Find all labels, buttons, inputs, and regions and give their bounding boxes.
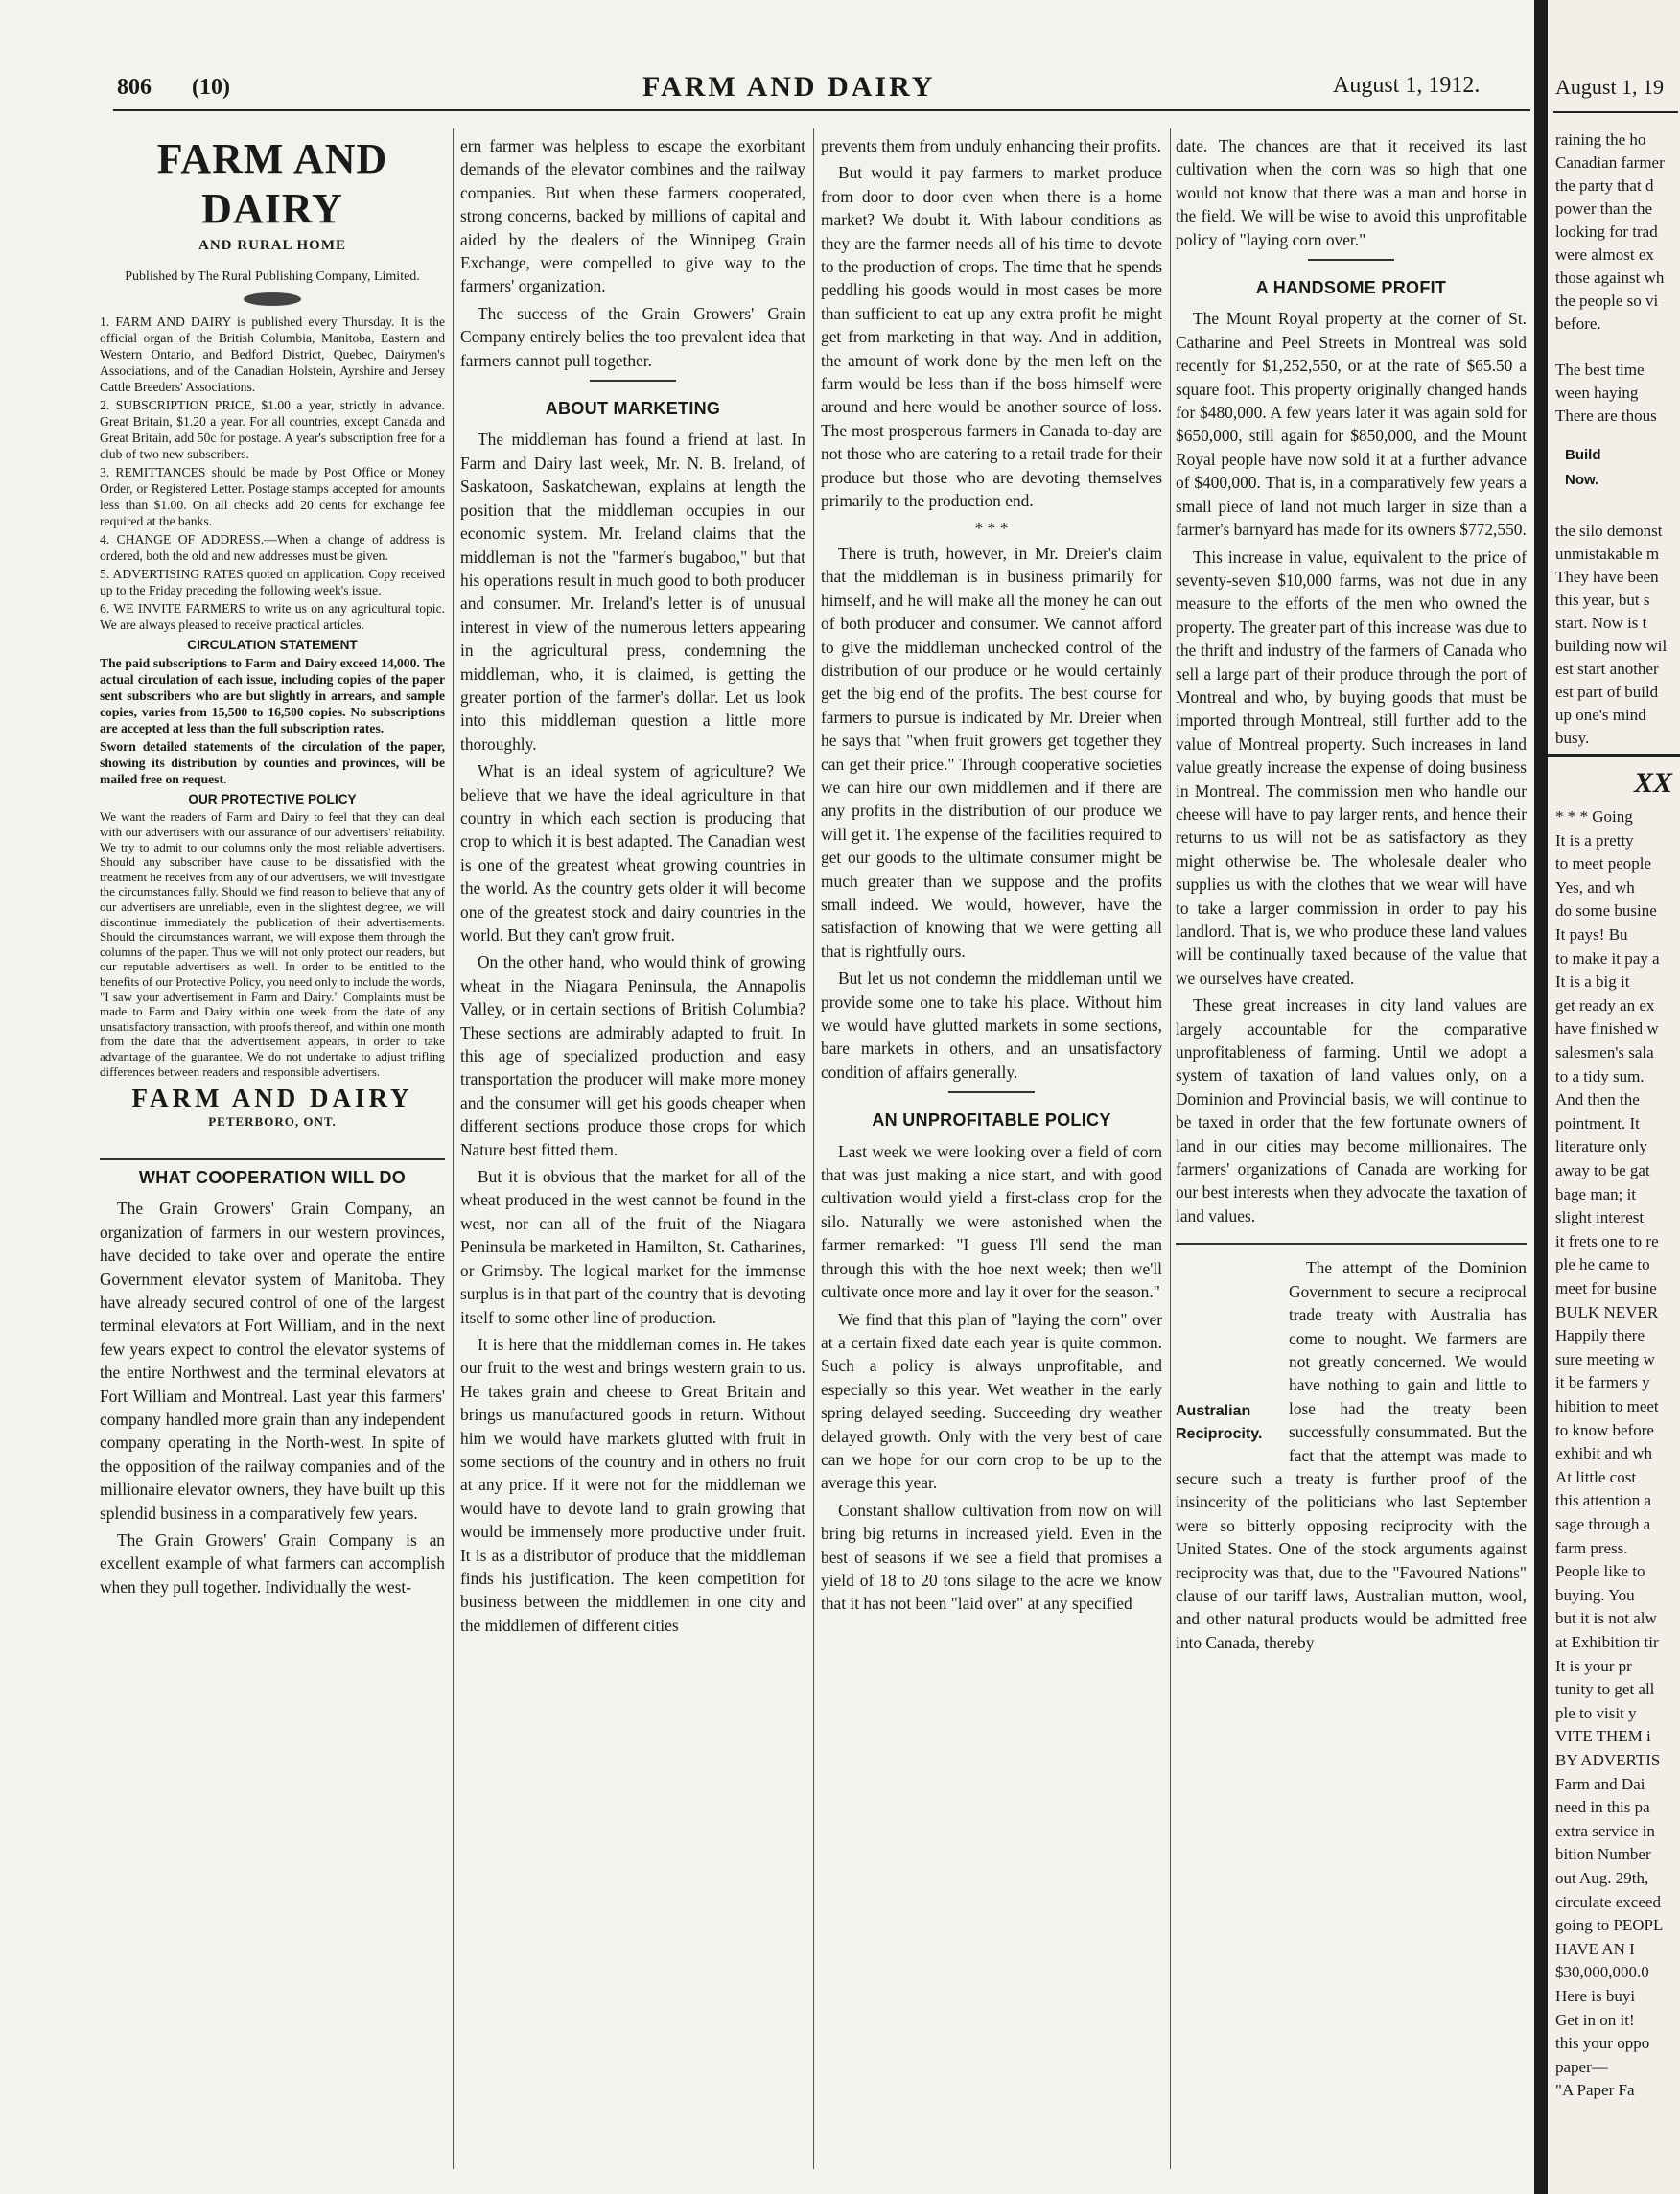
article-paragraph: What is an ideal system of agriculture? We believe that we have the ideal agriculture in that country in which each section is producing that crop to which it is best adapted. The Canadian west is one of the greatest wheat growing countries in the world. As the country gets older it will become one of the greatest stock and dairy countries in the world. But they can't grow fruit.: [460, 761, 805, 945]
notice-item: 4. CHANGE OF ADDRESS.—When a change of address is ordered, both the old and new addresses must be given.: [100, 532, 445, 564]
page-sub-number: (10): [192, 75, 230, 100]
article-paragraph: ern farmer was helpless to escape the exorbitant demands of the elevator combines and the railway companies. But when these farmers cooperated, strong concerns, backed by millions of capital and aided by the dealers of the Winnipeg Grain Exchange, were compelled to give way to the farmers' organization.: [460, 136, 805, 296]
facing-page-line: bition Number: [1555, 1845, 1651, 1864]
circulation-text-2: Sworn detailed statements of the circulation of the paper, showing its distribution by counties and provinces, will be mailed free on request.: [100, 739, 445, 787]
masthead-title: FARM AND DAIRY: [156, 135, 388, 232]
circulation-text: The paid subscriptions to Farm and Dairy exceed 14,000. The actual circulation of each issue, including copies of the paper sent subscribers who are but slightly in arrears, and sample copies, varies from 15,500 to 16,500 copies. No subscriptions are accepted at less than the full subscription rates.: [100, 656, 445, 736]
notice-item: 6. WE INVITE FARMERS to write us on any agricultural topic. We are always pleased to receive practical articles.: [100, 601, 445, 633]
protective-text: We want the readers of Farm and Dairy to feel that they can deal with our advertisers with our assurance of our advertisers' reliability. We try to admit to our columns only the most reliable advertisers. Should any subscriber have cause to be dissatisfied with the treatment he receives from any of our advertisers, we will investigate the circumstances fully. Should we find reason to believe that any of our advertisers are unreliable, even in the slightest degree, we will discontinue immediately the publication of their advertisements. Should the circumstances warrant, we will expose them through the columns of the paper. Thus we will not only protect our readers, but our reputable advertisers as well. In order to be entitled to the benefits of our Protective Policy, you need only to include the words, "I saw your advertisement in Farm and Dairy." Complaints must be made to Farm and Dairy within one week from the date of any unsatisfactory transaction, with proofs thereof, and within one month from the date that the advertisement appears, in order to take advantage of the guarantee. We do not undertake to adjust trifling differences between readers and responsible advertisers.: [100, 809, 445, 1079]
facing-page-line: this attention a: [1555, 1491, 1652, 1510]
masthead-ornament: [244, 292, 301, 306]
facing-page-line: Yes, and wh: [1555, 877, 1635, 897]
facing-page-line: were almost ex: [1555, 245, 1654, 264]
article-paragraph: Constant shallow cultivation from now on will bring big returns in increased yield. Even in the best of seasons if we see a field that promises a yield of 18 to 20 tons silage to the acre we know that it has not been "laid over" at any specified: [821, 1500, 1162, 1614]
facing-page-line: Happily there: [1555, 1326, 1645, 1345]
header-date: August 1, 1912.: [1333, 73, 1481, 98]
facing-page-line: bage man; it: [1555, 1184, 1637, 1203]
facing-page-line: The best time: [1555, 361, 1645, 379]
facing-page-edge: [1548, 0, 1680, 2194]
facing-page-date: August 1, 19: [1555, 75, 1665, 99]
facing-page-line: away to be gat: [1555, 1161, 1650, 1179]
section-stars: * * *: [974, 518, 1009, 538]
article-paragraph: But it is obvious that the market for all of the wheat produced in the west cannot be found in the west, nor can all of the fruit of the Niagara Peninsula be marketed in Hamilton, St. Catharines, or Grimsby. The logical market for the immense surplus is in that part of the country that is devoting itself to some other line of production.: [460, 1167, 805, 1327]
facing-page-line: have finished w: [1555, 1019, 1659, 1039]
facing-page-side-label: Build: [1565, 447, 1601, 463]
notice-item: 5. ADVERTISING RATES quoted on application. Copy received up to the Friday preceding the following week's issue.: [100, 567, 445, 598]
article-title-marketing: ABOUT MARKETING: [545, 399, 721, 419]
article-paragraph: It is here that the middleman comes in. He takes our fruit to the west and brings western grain to us. He takes grain and cheese to Great Britain and brings us manufactured goods in return. Without him we would have markets glutted with fruit in some sections of the country and in others no fruit at any price. If it were not for the middleman we would have to devote land to grain growing that would be immensely more productive under fruit. It is as a distributor of produce that the middleman finds his justification. The keen competition for business between the middlemen in one city and the middlemen of different cities: [460, 1334, 805, 1635]
facing-page-line: exhibit and wh: [1555, 1444, 1653, 1463]
facing-page-line: At little cost: [1555, 1467, 1637, 1486]
facing-page-line: meet for busine: [1555, 1279, 1657, 1297]
notice-item: 2. SUBSCRIPTION PRICE, $1.00 a year, strictly in advance. Great Britain, $1.20 a year. For all countries, except Canada and Great Britain, add 50c for postage. A year's subscription free for a club of two new subscribers.: [100, 398, 445, 462]
facing-page-line: tunity to get all: [1555, 1680, 1655, 1699]
section-rule: [948, 1091, 1035, 1093]
column-rule-2: [813, 128, 814, 2169]
section-rule: [1308, 259, 1394, 261]
facing-page-line: extra service in: [1555, 1821, 1655, 1840]
facing-page-line: It is a pretty: [1555, 830, 1634, 850]
page-number: 806: [117, 75, 152, 100]
article-paragraph: But would it pay farmers to market produce from door to door even when there is a home market? We doubt it. With labour conditions as they are the farmer needs all of his time to devote to the production of crops. The time that he spends peddling his goods would in most cases be more than sufficient to eat up any extra profit he might get from marketing in that way. And in addition, the amount of work done by the men left on the farm would be less than if the boss himself were around and here would be another source of loss. The most prosperous farmers in Canada to-day are not those who are catering to a retail trade for their produce but those who are devoting themselves primarily to the production end.: [821, 163, 1162, 511]
facing-page-line: sage through a: [1555, 1515, 1651, 1533]
facing-page-line: paper—: [1555, 2057, 1608, 2076]
article-paragraph: There is truth, however, in Mr. Dreier's claim that the middleman is in business primarily for himself, and he will make all the money he can out of both producer and consumer. We cannot afford to give the middleman unchecked control of the distribution of our produce or he would certainly get the big end of the profits. The best course for farmers to pursue is indicated by Mr. Dreier when he says that "when fruit growers get together they can get their price." Through cooperative societies we can hire our own middlemen and if there are any profits in the distribution of our produce we will get it. The expense of the facilities required to get our goods to the ultimate consumer might be much greater than we suppose and the profits small indeed. We would, however, have the satisfaction of knowing that we were getting all that is rightfully ours.: [821, 543, 1162, 961]
facing-page-line: the silo demonst: [1555, 522, 1663, 540]
facing-page-line: before.: [1555, 315, 1601, 333]
article-paragraph: Last week we were looking over a field of corn that was just making a nice start, and with good cultivation would yield a first-class crop for the silo. Naturally we were astonished when the farmer remarked: "I guess I'll send the man through this with the hoe next week; then we'll cultivate once more and lay it over for the season.": [821, 1141, 1162, 1302]
masthead-subtitle: AND RURAL HOME: [198, 238, 346, 253]
facing-page-line: looking for trad: [1555, 222, 1658, 241]
facing-page-line: it be farmers y: [1555, 1373, 1650, 1392]
facing-page-line: this your oppo: [1555, 2034, 1650, 2053]
facing-page-line: farm press.: [1555, 1538, 1628, 1557]
facing-page-line: BY ADVERTIS: [1555, 1751, 1661, 1769]
notice-item: 1. FARM AND DAIRY is published every Thursday. It is the official organ of the British Columbia, Manitoba, Eastern and Western Ontario, and Bedford District, Quebec, Dairymen's Associations, and of the Canadian Holstein, Ayrshire and Jersey Cattle Breeders' Associations.: [100, 315, 445, 395]
facing-page-line: to know before: [1555, 1420, 1654, 1439]
facing-page-line: est start another: [1555, 660, 1659, 678]
facing-page-line: $30,000,000.0: [1555, 1963, 1649, 1982]
article-paragraph: prevents them from unduly enhancing their profits.: [821, 136, 1161, 155]
article-paragraph: date. The chances are that it received its last cultivation when the corn was so high that one would not know that there was a man and horse in the field. We will be wise to avoid this unprofitable policy of "laying corn over.": [1176, 136, 1527, 249]
article-paragraph: This increase in value, equivalent to the price of seventy-seven $10,000 farms, was not due in any measure to the efforts of the men who owned the property. The greater part of this increase was due to the thrift and industry of the farmers of Canada who sell a large part of their produce through the port of Montreal and who, by buying goods that must be imported through Montreal, still further add to the value of Montreal property. Such increases in land value greatly increase the expense of doing business in Montreal. The commission men who handle our cheese will have to pay larger rents, and hence their returns to us will not be as satisfactory as they might otherwise be. The wholesale dealer who supplies us with the clothes that we wear will have to take a larger commission in order to pay his landlord. That is, we who produce these land values will be continually taxed because of the value that we ourselves have created.: [1176, 547, 1527, 988]
article-paragraph: We find that this plan of "laying the corn" over at a certain fixed date each year is quite common. Such a policy is always unprofitable, and especially so this year. Wet weather in the early spring delayed seeding. Succeeding dry weather delayed growth. Only with the very best of care can we hope for our corn crop to be up to the average this year.: [821, 1309, 1162, 1493]
facing-page-line: And then the: [1555, 1090, 1640, 1109]
article-paragraph: The Mount Royal property at the corner of St. Catharine and Peel Streets in Montreal was sold recently for $1,252,550, or at the rate of $65.50 a square foot. This property originally changed hands for $480,000. A few years later it was again sold for $650,000, still again for $850,000, and the Mount Royal people have now sold it at a further advance of $400,000. That is, in a comparatively few years a small piece of land not much larger in size than a farmer's barnyard has made for its owners $772,550.: [1176, 309, 1527, 540]
article-paragraph: The middleman has found a friend at last. In Farm and Dairy last week, Mr. N. B. Ireland, of Saskatoon, Saskatchewan, explains at length the position that the middleman occupies in our economic system. Mr. Ireland claims that the middleman is not the "farmer's bugaboo," but that his operations result in much good to both producer and consumer. Mr. Ireland's letter is of unusual interest in view of the numerous letters appearing in the agricultural press, condemning the middleman, who, it is claimed, is getting the greater portion of the farmer's dollar. Let us look into this middleman question a little more thoroughly.: [460, 430, 805, 754]
facing-page-line: VITE THEM i: [1555, 1727, 1651, 1746]
facing-page-line: out Aug. 29th,: [1555, 1869, 1649, 1887]
running-title: FARM AND DAIRY: [642, 71, 936, 103]
facing-page-line: There are thous: [1555, 407, 1657, 425]
header-rule: [113, 109, 1530, 111]
article-paragraph: The success of the Grain Growers' Grain Company entirely belies the too prevalent idea that farmers cannot pull together.: [460, 303, 805, 370]
masthead-footer-title: FARM AND DAIRY: [131, 1084, 413, 1113]
article-paragraph: The attempt of the Dominion Government to secure a reciprocal trade treaty with Australia has come to nought. We farmers are not greatly concerned. We would have nothing to gain and little to lose had the treaty been successfully consummated. But the fact that the attempt was made to secure such a treaty is further proof of the insincerity of the politicians who last September were so bitterly opposing reciprocity with the United States. One of the stock arguments against reciprocity was that, due to the "Favoured Nations" clause of our tariff laws, Australian mutton, wool, and other natural products would be admitted free into Canada, thereby: [1176, 1258, 1527, 1652]
facing-page-line: Get in on it!: [1555, 2010, 1635, 2029]
facing-page-line: salesmen's sala: [1555, 1043, 1654, 1062]
column-2: [460, 134, 805, 1641]
facing-page-line: literature only: [1555, 1137, 1647, 1156]
facing-page-line: slight interest: [1555, 1208, 1645, 1227]
facing-page-line: It is a big it: [1555, 972, 1630, 992]
facing-page-line: Canadian farmer: [1555, 153, 1665, 172]
facing-page-line: unmistakable m: [1555, 545, 1660, 563]
facing-page-line: Farm and Dai: [1555, 1774, 1645, 1793]
masthead-notices: [100, 314, 445, 1079]
facing-page-line: ple he came to: [1555, 1255, 1650, 1274]
facing-page-line: circulate exceed: [1555, 1892, 1661, 1911]
facing-page-line: It pays! Bu: [1555, 925, 1628, 944]
facing-page-line: but it is not alw: [1555, 1609, 1657, 1628]
facing-page-rule: [1548, 754, 1680, 757]
reciprocity-block: [1176, 1256, 1527, 1654]
article-paragraph: On the other hand, who would think of growing wheat in the Niagara Peninsula, the Annapolis Valley, or in certain sections of British Columbia? These sections are admirably adapted to fruit. In this age of specialized production and easy transportation the producer will make more money and the consumer will get his goods cheaper when different sections produce those crops for which Nature best fitted them.: [460, 952, 805, 1159]
facing-page-line: need in this pa: [1555, 1798, 1650, 1817]
facing-page-line: up one's mind: [1555, 706, 1646, 724]
article-paragraph: The Grain Growers' Grain Company is an excellent example of what farmers can accomplish when they pull together. Individually the west-: [100, 1530, 445, 1597]
facing-page-line: HAVE AN I: [1555, 1939, 1635, 1958]
facing-page-heading: XX: [1634, 767, 1673, 799]
section-rule: [590, 380, 676, 382]
facing-page-line: Here is buyi: [1555, 1987, 1636, 2005]
facing-page-line: ple to visit y: [1555, 1703, 1637, 1722]
masthead-footer-place: PETERBORO, ONT.: [208, 1113, 337, 1129]
facing-page-line: to meet people: [1555, 854, 1652, 874]
facing-page-line: It is your pr: [1555, 1656, 1632, 1675]
article-paragraph: But let us not condemn the middleman until we provide some one to take his place. Without him we would have glutted markets in some sections, bare markets in others, and an unsatisfactory condition of affairs generally.: [821, 969, 1162, 1082]
column-3: [821, 134, 1162, 1620]
circulation-heading: CIRCULATION STATEMENT: [187, 638, 358, 653]
facing-page-line: going to PEOPL: [1555, 1916, 1664, 1935]
facing-page-line: to a tidy sum.: [1555, 1066, 1645, 1085]
facing-page-line: * * * Going: [1555, 807, 1633, 826]
facing-page-line: BULK NEVER: [1555, 1302, 1659, 1321]
protective-heading: OUR PROTECTIVE POLICY: [188, 792, 357, 807]
facing-page-line: do some busine: [1555, 901, 1657, 921]
publisher-line: Published by The Rural Publishing Company, Limited.: [125, 269, 420, 285]
facing-page-line: get ready an ex: [1555, 995, 1655, 1015]
column-rule-3: [1170, 128, 1171, 2169]
facing-page-line: the people so vi: [1555, 292, 1659, 310]
article-paragraph: These great increases in city land values are largely accountable for the comparative unprofitableness of farming. Until we adopt a system of taxation of land values only, on a Dominion and Provincial basis, we will continue to be taxed in order that the few fortunate owners of land in our cities may become millionaires. The farmers' organizations of Canada are working for our best interests when they advocate the taxation of land values.: [1176, 995, 1527, 1225]
facing-page-line: People like to: [1555, 1562, 1645, 1581]
facing-page-line: buying. You: [1555, 1585, 1635, 1604]
facing-page-line: sure meeting w: [1555, 1349, 1655, 1368]
facing-page-line: it frets one to re: [1555, 1231, 1659, 1250]
facing-page-line: They have been: [1555, 568, 1659, 586]
column-4: [1176, 134, 1527, 1658]
facing-page-line: "A Paper Fa: [1555, 2081, 1635, 2100]
column-1: [100, 134, 445, 1602]
article-title-unprofitable: AN UNPROFITABLE POLICY: [872, 1110, 1111, 1131]
facing-page-line: those against wh: [1555, 268, 1665, 287]
facing-page-line: power than the: [1555, 199, 1653, 218]
article-title-cooperation: WHAT COOPERATION WILL DO: [138, 1167, 407, 1187]
facing-page-line: ween haying: [1555, 384, 1639, 402]
facing-page-line: pointment. It: [1555, 1113, 1640, 1132]
side-heading-reciprocity: Australian Reciprocity.: [1176, 1403, 1263, 1443]
notice-item: 3. REMITTANCES should be made by Post Office or Money Order, or Registered Letter. Postage stamps accepted for amounts less than $1.00. On all checks add 20 cents for exchange fee required at the banks.: [100, 465, 445, 529]
article-title-profit: A HANDSOME PROFIT: [1255, 278, 1447, 298]
facing-page-line: busy.: [1555, 729, 1590, 747]
facing-page-line: start. Now is t: [1555, 614, 1647, 632]
facing-page-line: at Exhibition tir: [1555, 1633, 1659, 1651]
article-paragraph: The Grain Growers' Grain Company, an organization of farmers in our western provinces, have decided to take over and operate the entire Government elevator system of Manitoba. They have already secured control of one of the largest terminal elevators at Fort William, and in the next few years expect to control the elevator systems of the entire Northwest and the terminal elevators at Fort William and Montreal. Last year this farmers' company handled more grain than any independent company operating in the North-west. In spite of the opposition of the railway companies and of the millionaire elevator owners, they have built up this splendid business in a comparatively few years.: [100, 1199, 445, 1523]
facing-page-line: the party that d: [1555, 176, 1654, 195]
facing-page-line: raining the ho: [1555, 130, 1646, 149]
page-gutter: [1534, 0, 1548, 2194]
facing-page-line: est part of build: [1555, 683, 1659, 701]
facing-page-line: hibition to meet: [1555, 1397, 1659, 1415]
facing-page-side-label: Now.: [1565, 472, 1599, 488]
facing-page-line: this year, but s: [1555, 591, 1650, 609]
facing-page-line: to make it pay a: [1555, 948, 1660, 968]
column-rule-1: [453, 128, 454, 2169]
facing-page-line: building now wil: [1555, 637, 1668, 655]
